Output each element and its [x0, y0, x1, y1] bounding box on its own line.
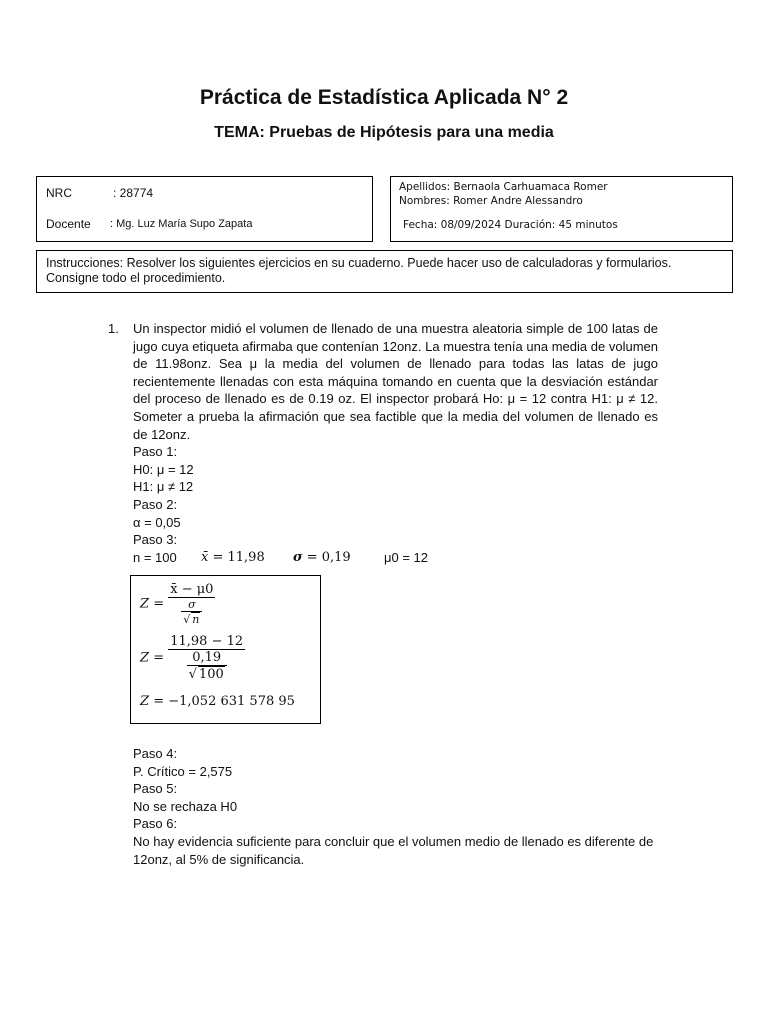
sigma-numerator: σ [188, 598, 196, 611]
docente-value: : Mg. Luz María Supo Zapata [110, 218, 253, 230]
n-symbol: n [192, 613, 200, 626]
paso2-label: Paso 2: [133, 496, 178, 512]
nrc-value: : 28774 [113, 186, 154, 200]
paso6-label: Paso 6: [133, 816, 178, 832]
fecha-field: Fecha: 08/09/2024 Duración: 45 minutos [403, 219, 618, 231]
equals-sign: = [153, 694, 165, 709]
paso5-label: Paso 5: [133, 781, 178, 797]
z-fraction [168, 582, 215, 626]
exercise-statement: Un inspector midió el volumen de llenado de una muestra aleatoria simple de 100 latas de jugo cuya etiqueta afirmaba que contenían 12onz. La muestra tenía una media de volumen de 11.98onz. Sea μ la media del volumen de llenado para todas las latas de jugo recientemente llenadas con esta máquina tomando en cuenta que la desviación estándar del proceso de llenado es de 0.19 oz. El inspector probará Ho: μ = 12 contra H1: μ ≠ 12. Someter a prueba la afirmación que sea factible que la media del volumen de llenado es de 12onz. [133, 321, 658, 442]
mu0-value: μ0 = 12 [384, 549, 428, 565]
z-fraction [168, 634, 245, 682]
z-symbol: Z [140, 694, 150, 709]
critical-value: P. Crítico = 2,575 [133, 763, 233, 779]
sigma-symbol: σ [293, 549, 303, 565]
exercise-number: 1. [108, 321, 119, 336]
student-info-box [390, 176, 733, 242]
nrc-label: NRC [46, 186, 72, 200]
alpha-line: α = 0,05 [133, 514, 181, 530]
z-result [140, 694, 295, 709]
paso3-label: Paso 3: [133, 532, 178, 548]
sigma-value [293, 549, 351, 567]
z-numerator: 11,98 − 12 [170, 634, 244, 649]
decision-line: No se rechaza H0 [133, 798, 238, 814]
equals-sign: = [153, 596, 165, 612]
z-symbol: Z [140, 650, 150, 666]
page-subtitle: TEMA: Pruebas de Hipótesis para una media [214, 124, 554, 141]
z-formula-general [140, 582, 215, 626]
nombres-field: Nombres: Romer Andre Alessandro [399, 195, 583, 207]
page-title: Práctica de Estadística Aplicada N° 2 [199, 86, 569, 109]
h0-line: H0: μ = 12 [133, 461, 194, 477]
sqrt-100: √ 100 [187, 665, 227, 682]
z-denominator [168, 649, 245, 682]
z-symbol: Z [140, 596, 150, 612]
sigma-number: 0,19 [192, 650, 222, 665]
paso4-label: Paso 4: [133, 746, 178, 761]
exercise-steps-bottom [133, 745, 658, 868]
xbar-number: = 11,98 [212, 549, 265, 565]
sigma-number: = 0,19 [306, 549, 351, 565]
xbar-symbol: x̄ [201, 549, 209, 565]
sigma-over-sqrt-n [181, 598, 202, 626]
course-info-box [36, 176, 373, 242]
apellidos-field: Apellidos: Bernaola Carhuamaca Romer [399, 181, 608, 193]
z-denominator [168, 597, 215, 626]
xbar-value [201, 549, 265, 567]
sigma-over-sqrt-n [187, 650, 227, 682]
instructions-box: Instrucciones: Resolver los siguientes ejercicios en su cuaderno. Puede hacer uso de calculadoras y formularios. Consigne todo el procedimiento. [36, 250, 733, 293]
z-formula-substituted [140, 634, 245, 682]
conclusion-text: No hay evidencia suficiente para concluir que el volumen medio de llenado es diferente de 12onz, al 5% de significancia. [133, 833, 654, 867]
z-result-value: −1,052 631 578 95 [168, 694, 295, 709]
sqrt-n: √ n [181, 611, 202, 626]
z-formula-box [130, 575, 321, 724]
sample-size: 100 [198, 667, 224, 682]
exercise-body [133, 320, 658, 566]
docente-label: Docente [46, 217, 91, 231]
data-line [133, 549, 658, 567]
equals-sign: = [153, 650, 165, 666]
n-value: n = 100 [133, 549, 177, 565]
z-numerator: x̄ − μ0 [170, 582, 214, 597]
h1-line: H1: μ ≠ 12 [133, 479, 194, 495]
paso1-label: Paso 1: [133, 444, 178, 460]
